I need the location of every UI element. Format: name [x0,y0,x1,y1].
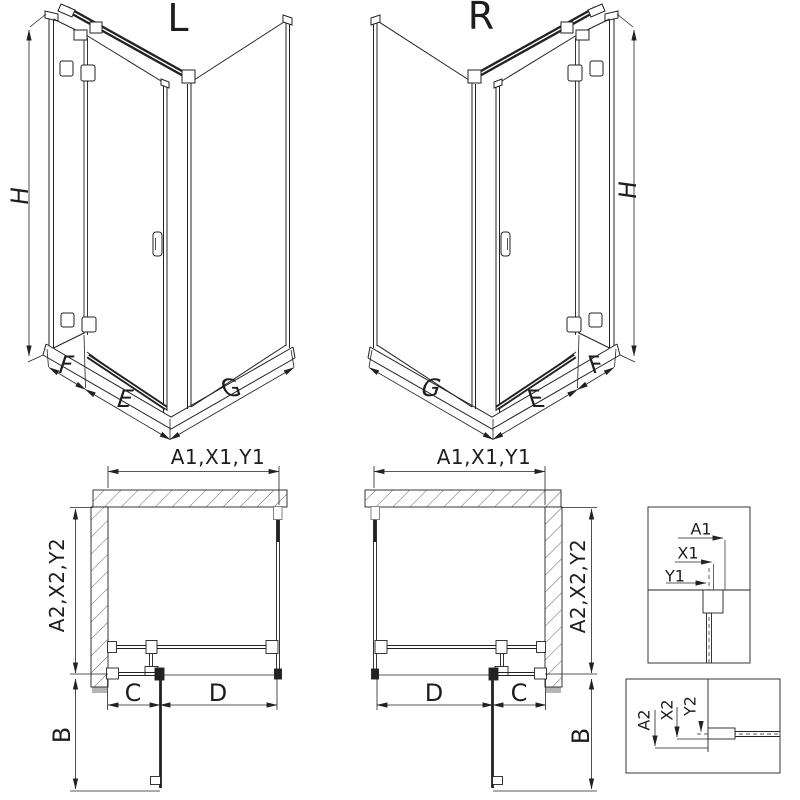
detail-top-glass-dim-label: Y1 [665,566,685,586]
plan-right-width-dim-label: A1,X1,Y1 [436,445,532,469]
iso-right-door-dim-label: E [523,385,549,413]
iso-left-side-dim-label: G [217,374,245,402]
plan-right-dimensions [374,466,597,791]
iso-left-fixed-dim-label: F [54,351,78,379]
iso-right-height-dim-label: H [614,179,642,201]
iso-right-side-dim-label: G [417,374,445,402]
detail-bottom-outer-dim-label: A2 [634,709,654,731]
plan-left-fixed-width-label: C [124,679,142,707]
detail-bottom-glass-dim-label: Y2 [680,696,700,716]
iso-right-title: R [467,0,495,38]
plan-right-door-swing-label: B [567,727,595,745]
plan-left-walls [91,490,287,693]
plan-right-depth-dim-label: A2,X2,Y2 [566,538,590,634]
plan-left-width-dim-label: A1,X1,Y1 [170,445,266,469]
iso-right-fixed-dim-label: F [584,351,608,379]
plan-left-depth-dim-label: A2,X2,Y2 [45,537,69,633]
iso-left-door-dim-label: E [112,385,138,413]
plan-right-door-width-label: D [424,679,444,707]
iso-left-height-dim-label: H [6,185,34,207]
detail-top-outer-dim-label: A1 [690,519,712,539]
plan-right-fixed-width-label: C [510,679,528,707]
detail-top-profile-dim-label: X1 [677,543,699,563]
plan-right-walls [365,490,562,693]
iso-left-title: L [167,0,189,40]
plan-left-door-width-label: D [208,679,228,707]
plan-left-door-swing-label: B [48,726,76,744]
detail-bottom-profile-dim-label: X2 [657,699,677,721]
